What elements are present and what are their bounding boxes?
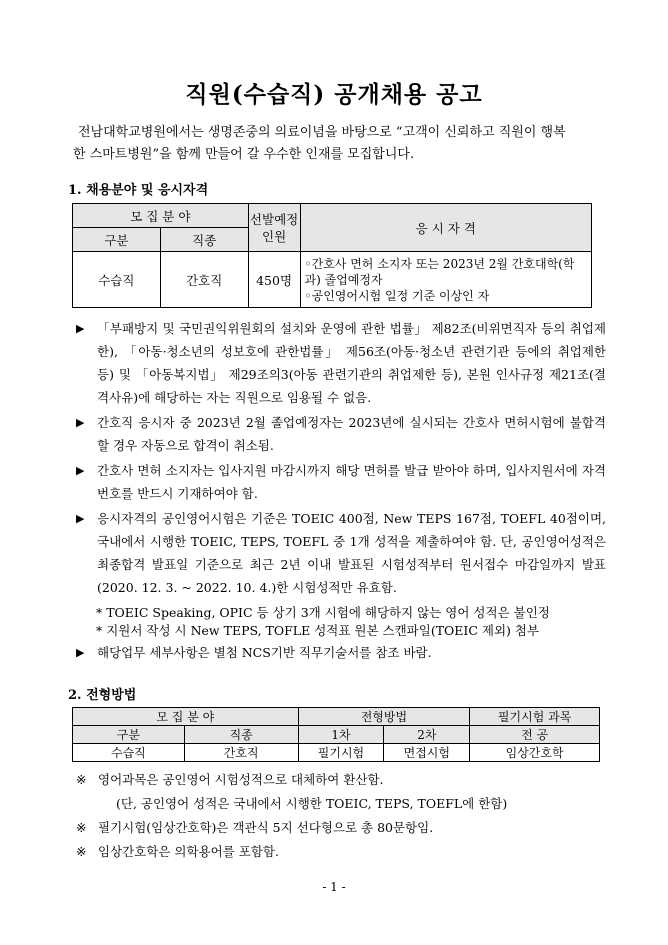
cell-quota: 450명 <box>248 252 300 308</box>
bullet-text: 해당업무 세부사항은 별첨 NCS기반 직무기술서를 참조 바람. <box>97 645 432 660</box>
table-row <box>73 744 600 762</box>
bullet-text: 간호사 면허 소지자는 입사지원 마감시까지 해당 면허를 발급 받아야 하며, 입사지원서에 자격번호를 반드시 기재하여야 함. <box>97 463 606 501</box>
note-line-1: * TOEIC Speaking, OPIC 등 상기 3개 시험에 해당하지 않는 영어 성적은 불인정 <box>96 605 550 620</box>
header-round-2: 2차 <box>384 726 470 744</box>
intro-line-1: 전남대학교병원에서는 생명존중의 의료이념을 바탕으로 “고객이 신뢰하고 직원이 행복 <box>78 125 566 140</box>
header-qualification: 응 시 자 격 <box>300 204 591 252</box>
bullet-mark: ▶ <box>76 464 85 477</box>
bullet-mark: ▶ <box>76 322 85 335</box>
header-method: 전형방법 <box>298 708 470 726</box>
page-number: - 1 - <box>322 880 346 894</box>
section-2-heading: 2. 전형방법 <box>68 688 137 703</box>
header-field: 모 집 분 야 <box>73 204 249 228</box>
header-major: 전 공 <box>470 726 600 744</box>
header-field: 모 집 분 야 <box>73 708 299 726</box>
list-item <box>76 641 606 664</box>
table-row <box>73 252 592 308</box>
cell-type: 수습직 <box>73 252 161 308</box>
list-item <box>76 816 606 840</box>
reference-text: 필기시험(임상간호학)은 객관식 5지 선다형으로 총 80문항임. <box>98 820 434 835</box>
cell-type: 수습직 <box>73 744 185 762</box>
reference-mark: ※ <box>76 844 87 859</box>
bullet-mark: ▶ <box>76 646 85 659</box>
bullet-text: 응시자격의 공인영어시험은 기준은 TOEIC 400점, New TEPS 167점, TOEFL 40점이며, 국내에서 시행한 TOEIC, TEPS, TOEFL 중 1개 성적을 제출하여야 함. 단, 공인영어성적은 최종합격 발표일 기준으로 최근 2년 이내 발표된 시험성적부터 원서접수 마감일까지 발표(2020. 12. 3. ~ 2022. 10. 4.)한 시험성적만 유효함. <box>97 511 606 595</box>
list-item <box>76 768 606 792</box>
list-item <box>76 840 606 864</box>
cell-job: 간호직 <box>184 744 298 762</box>
list-item: (단, 공인영어 성적은 국내에서 시행한 TOEIC, TEPS, TOEFL에 한함) <box>116 796 508 811</box>
cell-round-1: 필기시험 <box>298 744 384 762</box>
intro-paragraph <box>73 122 608 166</box>
header-type: 구분 <box>73 228 161 252</box>
list-item <box>76 507 606 599</box>
intro-line-2: 한 스마트병원”을 함께 만들어 갈 우수한 인재를 모집합니다. <box>73 147 415 162</box>
cell-round-2: 면접시험 <box>384 744 470 762</box>
section-1-heading: 1. 채용분야 및 응시자격 <box>68 183 209 198</box>
bullet-text: 「부패방지 및 국민권익위원회의 설치와 운영에 관한 법률」 제82조(비위면직자 등의 취업제한), 「아동·청소년의 성보호에 관한법률」 제56조(아동·청소년 관련기관 등에의 취업제한 등) 및 「아동복지법」 제29조의3(아동 관련기관의 취업제한 등), 본원 인사규정 제21조(결격사유)에 해당하는 자는 직원으로 임용될 수 없음. <box>97 321 606 405</box>
section-1-last-bullet <box>76 641 606 664</box>
reference-text: 임상간호학은 의학용어를 포함함. <box>98 844 279 859</box>
header-job: 직종 <box>184 726 298 744</box>
cell-qualification <box>300 252 591 308</box>
header-exam: 필기시험 과목 <box>470 708 600 726</box>
reference-mark: ※ <box>76 772 87 787</box>
bullet-text: 간호직 응시자 중 2023년 2월 졸업예정자는 2023년에 실시되는 간호사 면허시험에 불합격 할 경우 자동으로 합격이 취소됨. <box>97 415 606 453</box>
header-quota: 선발예정 인원 <box>248 204 300 252</box>
note-line-2: * 지원서 작성 시 New TEPS, TOFLE 성적표 원본 스캔파일(TOEIC 제외) 첨부 <box>96 623 540 638</box>
list-item <box>76 411 606 457</box>
selection-method-table <box>72 707 600 762</box>
header-job: 직종 <box>160 228 248 252</box>
cell-job: 간호직 <box>160 252 248 308</box>
bullet-mark: ▶ <box>76 416 85 429</box>
bullet-mark: ▶ <box>76 512 85 525</box>
section-1-notes <box>96 604 606 640</box>
section-2-references <box>76 768 606 864</box>
qualification-line-1: ◦간호사 면허 소지자 또는 2023년 2월 간호대학(학과) 졸업예정자 <box>304 256 575 287</box>
list-item <box>76 459 606 505</box>
section-1-bullets <box>76 317 606 599</box>
header-type: 구분 <box>73 726 185 744</box>
reference-mark: ※ <box>76 820 87 835</box>
qualification-line-2: ◦공인영어시험 일정 기준 이상인 자 <box>304 288 490 303</box>
reference-text: 영어과목은 공인영어 시험성적으로 대체하여 환산함. <box>98 772 384 787</box>
page-title: 직원(수습직) 공개채용 공고 <box>185 81 483 108</box>
list-item <box>76 317 606 409</box>
recruitment-qualification-table <box>72 203 592 308</box>
cell-major: 임상간호학 <box>470 744 600 762</box>
header-round-1: 1차 <box>298 726 384 744</box>
